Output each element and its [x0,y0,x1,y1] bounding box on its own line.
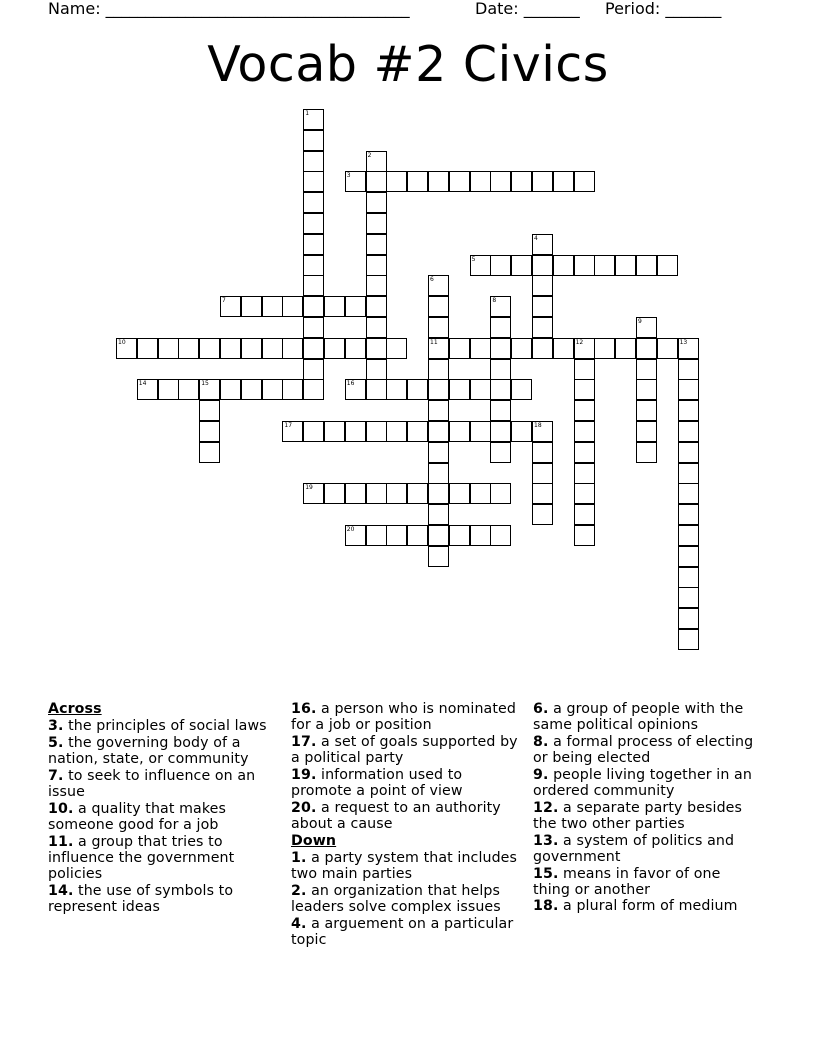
clue-text: information used to promote a point of view [291,766,463,800]
crossword-cell[interactable] [366,379,387,400]
crossword-cell[interactable] [386,338,407,359]
across-heading: Across [48,701,102,717]
crossword-cell[interactable] [366,255,387,276]
crossword-cell[interactable] [511,255,532,276]
clue-text: a plural form of medium [558,898,738,915]
crossword-cell[interactable] [428,525,449,546]
crossword-cell[interactable] [678,421,699,442]
crossword-cell[interactable] [532,504,553,525]
crossword-cell[interactable] [615,338,636,359]
crossword-cell[interactable] [324,483,345,504]
clue-text: a party system that includes two main parties [291,849,517,883]
clue-number: 8. [533,733,549,750]
crossword-cell[interactable] [366,421,387,442]
clue-text: a person who is nominated for a job or position [291,701,516,734]
clue-number-label: 7 [222,297,226,305]
crossword-cell[interactable] [366,483,387,504]
clue-text: an organization that helps leaders solve complex issues [291,882,501,915]
clue-item [291,701,525,733]
crossword-cell[interactable] [407,421,428,442]
crossword-cell[interactable] [470,171,491,192]
clue-number-label: 20 [346,526,355,533]
crossword-cell[interactable] [345,483,366,504]
page-title: Vocab #2 Civics [207,36,609,93]
crossword-cell[interactable] [407,483,428,504]
crossword-cell[interactable] [303,296,324,317]
clue-number: 1. [291,849,307,866]
crossword-cell[interactable] [678,379,699,400]
crossword-cell[interactable] [532,483,553,504]
clue-number-label: 6 [430,276,434,284]
crossword-cell[interactable] [428,296,449,317]
crossword-cell[interactable] [636,442,657,463]
clue-number: 13. [533,832,559,849]
crossword-cell[interactable] [511,379,532,400]
crossword-cell[interactable] [574,400,595,421]
clue-item [291,883,525,915]
across-clue-list-continued [291,701,525,832]
clue-text: a request to an authority about a cause [291,799,501,832]
crossword-cell[interactable] [574,359,595,380]
crossword-cell[interactable] [636,400,657,421]
down-clue-list-continued [533,701,759,915]
clue-column-1 [48,701,274,916]
crossword-cell[interactable] [532,317,553,338]
crossword-cell[interactable] [366,151,387,172]
clue-item [48,834,274,883]
crossword-cell[interactable] [511,338,532,359]
crossword-cell[interactable] [553,338,574,359]
crossword-cell[interactable] [282,338,303,359]
crossword-cell[interactable] [449,171,470,192]
clue-number-label: 19 [305,484,313,492]
crossword-cell[interactable] [532,255,553,276]
clue-item [291,767,525,799]
clue-text: a arguement on a particular topic [291,915,514,948]
crossword-cell[interactable] [116,338,137,359]
clue-number-label: 9 [638,318,642,325]
crossword-cell[interactable] [303,338,324,359]
crossword-cell[interactable] [428,171,449,192]
clue-column-3 [533,701,759,915]
crossword-cell[interactable] [220,338,241,359]
clue-text: a group of people with the same political opinions [533,701,744,734]
crossword-cell[interactable] [407,525,428,546]
crossword-cell[interactable] [303,379,324,400]
crossword-cell[interactable] [220,296,241,317]
crossword-cell[interactable] [470,483,491,504]
crossword-cell[interactable] [678,504,699,525]
down-heading: Down [291,832,337,849]
crossword-cell[interactable] [636,421,657,442]
clue-item [48,801,274,833]
clue-number-label: 5 [471,255,476,263]
crossword-cell[interactable] [303,275,324,296]
crossword-cell[interactable] [428,379,449,400]
crossword-cell[interactable] [636,317,657,338]
crossword-cell[interactable] [553,255,574,276]
crossword-cell[interactable] [428,400,449,421]
clue-item [533,898,759,914]
crossword-cell[interactable] [657,255,678,276]
crossword-cell[interactable] [511,171,532,192]
clue-item [291,800,525,832]
crossword-cell[interactable] [490,483,511,504]
crossword-cell[interactable] [366,234,387,255]
crossword-cell[interactable] [386,171,407,192]
crossword-cell[interactable] [470,338,491,359]
crossword-cell[interactable] [428,442,449,463]
crossword-cell[interactable] [241,296,262,317]
clue-text: the principles of social laws [63,718,267,735]
crossword-cell[interactable] [324,296,345,317]
clue-number-label: 13 [679,338,688,346]
name-field[interactable]: Name: ______________________________________ [48,0,410,18]
clue-text: people living together in an ordered community [533,766,752,800]
crossword-cell[interactable] [490,317,511,338]
clue-number-label: 16 [346,380,355,388]
clue-number: 14. [48,882,74,899]
crossword-cell[interactable] [345,421,366,442]
clue-text: the use of symbols to represent ideas [48,882,234,915]
crossword-cell[interactable] [490,338,511,359]
crossword-cell[interactable] [574,338,595,359]
crossword-cell[interactable] [678,442,699,463]
clue-number: 10. [48,800,74,817]
crossword-cell[interactable] [199,400,220,421]
crossword-cell[interactable] [345,296,366,317]
crossword-cell[interactable] [282,379,303,400]
crossword-cell[interactable] [345,525,366,546]
crossword-cell[interactable] [428,317,449,338]
clue-text: a quality that makes someone good for a job [48,800,226,833]
crossword-cell[interactable] [615,255,636,276]
crossword-cell[interactable] [636,255,657,276]
crossword-cell[interactable] [449,338,470,359]
crossword-cell[interactable] [386,421,407,442]
crossword-cell[interactable] [574,379,595,400]
clue-number: 11. [48,833,74,850]
clue-text: a group that tries to influence the government policies [48,833,235,883]
crossword-cell[interactable] [366,338,387,359]
clue-item [48,768,274,800]
crossword-cell[interactable] [428,421,449,442]
clue-number: 12. [533,799,559,816]
crossword-cell[interactable] [678,608,699,629]
crossword-cell[interactable] [303,213,324,234]
clue-column-2 [291,701,525,949]
clue-item [291,734,525,766]
crossword-cell[interactable] [386,379,407,400]
clue-number-label: 12 [575,338,584,346]
crossword-cell[interactable] [345,171,366,192]
crossword-cell[interactable] [303,255,324,276]
crossword-cell[interactable] [262,296,283,317]
clue-text: a separate party besides the two other parties [533,799,742,832]
clue-number-label: 18 [534,422,542,429]
crossword-cell[interactable] [490,171,511,192]
crossword-cell[interactable] [532,275,553,296]
crossword-cell[interactable] [386,483,407,504]
crossword-cell[interactable] [428,338,449,359]
clue-item [533,701,759,733]
crossword-cell[interactable] [366,525,387,546]
clue-number: 7. [48,767,64,784]
clue-number-label: 1 [305,110,310,117]
clue-item [533,734,759,766]
crossword-cell[interactable] [407,379,428,400]
crossword-cell[interactable] [594,338,615,359]
crossword-cell[interactable] [282,421,303,442]
crossword-cell[interactable] [428,359,449,380]
crossword-cell[interactable] [511,421,532,442]
across-clue-list [48,718,274,915]
crossword-cell[interactable] [449,525,470,546]
crossword-cell[interactable] [386,525,407,546]
crossword-cell[interactable] [324,338,345,359]
crossword-cell[interactable] [574,483,595,504]
crossword-cell[interactable] [470,255,491,276]
crossword-cell[interactable] [574,525,595,546]
crossword-cell[interactable] [158,338,179,359]
crossword-cell[interactable] [678,463,699,484]
crossword-cell[interactable] [449,483,470,504]
crossword-cell[interactable] [678,629,699,650]
crossword-cell[interactable] [678,359,699,380]
crossword-cell[interactable] [199,379,220,400]
clue-item [533,800,759,832]
crossword-cell[interactable] [574,421,595,442]
crossword-cell[interactable] [199,421,220,442]
crossword-cell[interactable] [303,234,324,255]
crossword-cell[interactable] [428,504,449,525]
crossword-cell[interactable] [428,546,449,567]
crossword-cell[interactable] [366,213,387,234]
crossword-cell[interactable] [220,379,241,400]
crossword-cell[interactable] [303,171,324,192]
clue-text: to seek to influence on an issue [48,767,256,801]
crossword-cell[interactable] [678,546,699,567]
clue-item [533,833,759,865]
clue-number: 5. [48,734,64,751]
crossword-cell[interactable] [303,483,324,504]
crossword-cell[interactable] [303,109,324,130]
crossword-cell[interactable] [636,359,657,380]
crossword-cell[interactable] [678,400,699,421]
crossword-cell[interactable] [532,442,553,463]
crossword-cell[interactable] [678,525,699,546]
clue-number-label: 15 [201,380,209,388]
clue-number-label: 11 [430,338,438,346]
crossword-cell[interactable] [303,317,324,338]
clue-number: 19. [291,766,317,783]
date-field[interactable]: Date: _______ [475,0,580,18]
clue-number-label: 14 [138,380,147,388]
crossword-cell[interactable] [490,379,511,400]
crossword-cell[interactable] [428,463,449,484]
crossword-cell[interactable] [574,255,595,276]
crossword-cell[interactable] [490,525,511,546]
clue-item [533,866,759,898]
clue-item [48,883,274,915]
crossword-cell[interactable] [366,192,387,213]
clue-text: a system of politics and government [533,832,735,865]
crossword-cell[interactable] [303,151,324,172]
crossword-cell[interactable] [428,483,449,504]
clue-number: 9. [533,766,549,783]
crossword-cell[interactable] [345,379,366,400]
clue-number-label: 2 [367,151,372,159]
crossword-cell[interactable] [262,338,283,359]
crossword-cell[interactable] [532,421,553,442]
crossword-cell[interactable] [532,296,553,317]
crossword-cell[interactable] [636,379,657,400]
crossword-cell[interactable] [303,359,324,380]
crossword-cell[interactable] [532,463,553,484]
crossword-cell[interactable] [262,379,283,400]
clue-number-label: 3 [346,172,351,180]
crossword-cell[interactable] [324,421,345,442]
crossword-cell[interactable] [178,338,199,359]
down-clue-list [291,850,525,948]
crossword-cell[interactable] [678,567,699,588]
crossword-cell[interactable] [366,171,387,192]
crossword-cell[interactable] [241,379,262,400]
crossword-cell[interactable] [553,171,574,192]
clue-number-label: 4 [534,234,538,242]
clue-item [48,735,274,767]
period-field[interactable]: Period: _______ [605,0,722,18]
clue-item [291,916,525,948]
crossword-cell[interactable] [636,338,657,359]
crossword-cell[interactable] [594,255,615,276]
crossword-cell[interactable] [303,130,324,151]
crossword-cell[interactable] [490,400,511,421]
crossword-cell[interactable] [470,525,491,546]
crossword-cell[interactable] [366,275,387,296]
clue-item [533,767,759,799]
crossword-cell[interactable] [366,317,387,338]
crossword-cell[interactable] [490,255,511,276]
clue-number: 17. [291,733,317,750]
clue-number: 6. [533,701,549,717]
crossword-cell[interactable] [199,442,220,463]
clue-text: a formal process of electing or being elected [533,733,754,767]
crossword-cell[interactable] [490,442,511,463]
crossword-cell[interactable] [574,171,595,192]
crossword-cell[interactable] [678,338,699,359]
clue-number: 20. [291,799,317,816]
crossword-cell[interactable] [345,338,366,359]
clue-item [48,718,274,734]
clue-number: 3. [48,718,64,735]
crossword-cell[interactable] [490,421,511,442]
clue-number: 2. [291,882,307,899]
crossword-cell[interactable] [657,338,678,359]
crossword-cell[interactable] [678,483,699,504]
crossword-cell[interactable] [532,338,553,359]
crossword-cell[interactable] [574,442,595,463]
clue-text: the governing body of a nation, state, or community [48,734,249,768]
crossword-cell[interactable] [137,379,158,400]
clue-item [291,850,525,882]
clue-number: 4. [291,915,307,932]
crossword-cell[interactable] [428,275,449,296]
clue-number-label: 10 [118,338,126,346]
crossword-cell[interactable] [366,296,387,317]
crossword-cell[interactable] [574,463,595,484]
crossword-cell[interactable] [282,296,303,317]
student-info-line [48,0,768,20]
clue-number-label: 8 [492,297,497,305]
crossword-cell[interactable] [158,379,179,400]
crossword-cell[interactable] [178,379,199,400]
crossword-cell[interactable] [470,421,491,442]
crossword-cell[interactable] [532,171,553,192]
crossword-cell[interactable] [366,359,387,380]
clue-number: 18. [533,898,559,915]
crossword-cell[interactable] [449,421,470,442]
crossword-cell[interactable] [574,504,595,525]
crossword-cell[interactable] [241,338,262,359]
crossword-cell[interactable] [303,192,324,213]
crossword-cell[interactable] [470,379,491,400]
crossword-cell[interactable] [303,421,324,442]
crossword-cell[interactable] [199,338,220,359]
clue-number-label: 17 [284,422,293,429]
clue-number: 16. [291,701,317,717]
clue-number: 15. [533,865,559,882]
crossword-cell[interactable] [490,359,511,380]
crossword-cell[interactable] [532,234,553,255]
clue-text: a set of goals supported by a political party [291,733,518,767]
crossword-cell[interactable] [137,338,158,359]
crossword-cell[interactable] [490,296,511,317]
crossword-cell[interactable] [407,171,428,192]
crossword-cell[interactable] [449,379,470,400]
crossword-cell[interactable] [678,587,699,608]
clue-text: means in favor of one thing or another [533,865,721,898]
